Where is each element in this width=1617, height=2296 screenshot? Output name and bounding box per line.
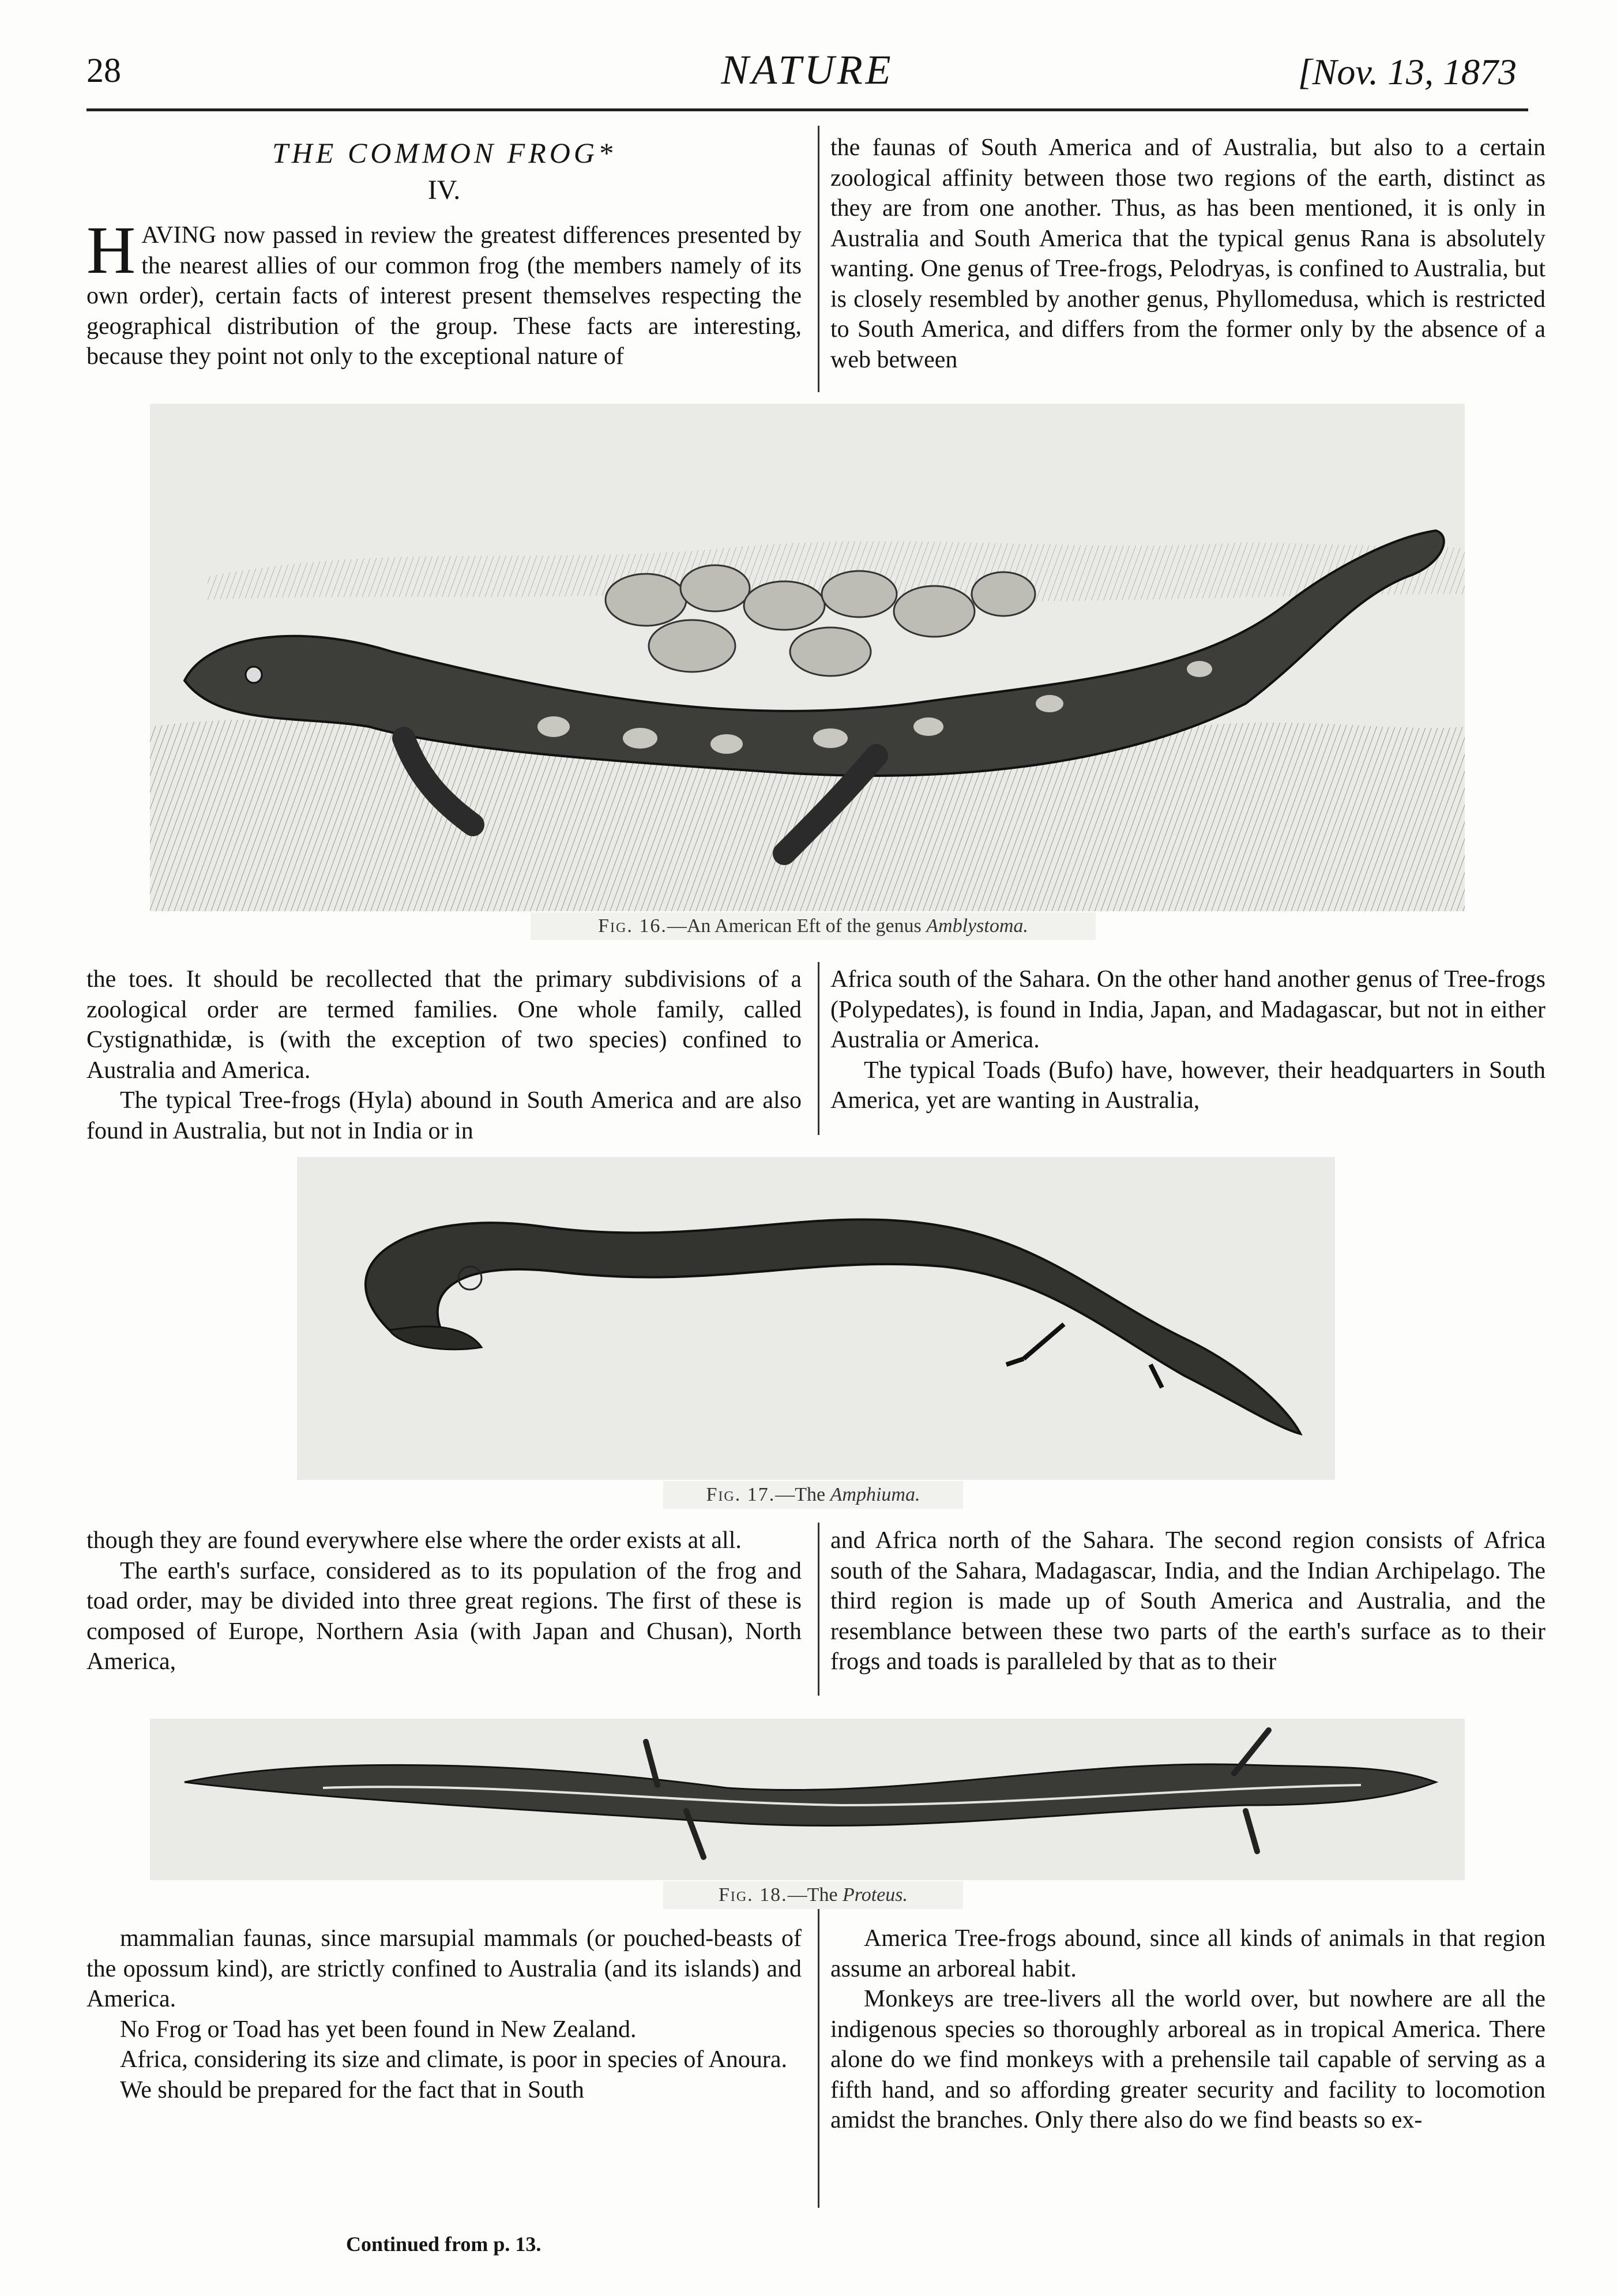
paragraph-group	[87, 1525, 802, 1677]
issue-date: [Nov. 13, 1873	[1298, 51, 1517, 92]
column-divider	[818, 1885, 819, 2208]
paragraph: and Africa north of the Sahara. The second region consists of Africa south of the Sahara, Madagascar, India, and the Indian Archipelago. The third region is made up of South America and Australia, and the resemblance between these two parts of the earth's surface as to their frogs and toads is paralleled by that as to their	[830, 1527, 1545, 1675]
paragraph-group	[87, 964, 802, 1146]
column-divider	[818, 1523, 819, 1696]
text-column-right	[830, 964, 1545, 1116]
figure-17-caption	[663, 1481, 963, 1509]
amphiuma-engraving	[297, 1157, 1335, 1480]
figure-18-proteus	[150, 1719, 1465, 1880]
caption-genus: Proteus.	[843, 1884, 908, 1906]
paragraph: The typical Toads (Bufo) have, however, their headquarters in South America, yet are wanting in Australia,	[830, 1057, 1545, 1114]
text-column-left	[87, 964, 802, 1146]
paragraph-group	[830, 1525, 1545, 1677]
text-column-right	[830, 133, 1545, 375]
paragraph-group	[830, 1923, 1545, 2136]
text-column-left	[87, 1923, 802, 2105]
column-divider	[818, 962, 819, 1135]
journal-title: NATURE	[721, 47, 894, 93]
paragraph: The typical Tree-frogs (Hyla) abound in South America and are also found in Australia, but not in India or in	[87, 1087, 802, 1144]
paragraph: America Tree-frogs abound, since all kinds of animals in that region assume an arboreal habit.	[830, 1925, 1545, 1982]
text-column-left	[87, 1525, 802, 1677]
caption-genus: Amblystoma.	[926, 915, 1028, 937]
paragraph: the faunas of South America and of Australia, but also to a certain zoological affinity between those two regions of the earth, distinct as they are from one another. Thus, as has been mentioned, it is only in Australia and South America that the typical genus Rana is absolutely wanting. One genus of Tree-frogs, Pelodryas, is confined to Australia, but is closely resembled by another genus, Phyllomedusa, which is restricted to South America, and differs from the former only by the absence of a web between	[830, 134, 1545, 373]
paragraph-group	[830, 133, 1545, 375]
paragraph: We should be prepared for the fact that in South	[120, 2076, 584, 2103]
figure-18-caption	[663, 1881, 963, 1909]
caption-text: —The	[787, 1884, 843, 1906]
figure-label: Fig. 16.	[598, 915, 667, 937]
paragraph: though they are found everywhere else where the order exists at all.	[87, 1527, 742, 1554]
paragraph-group	[830, 964, 1545, 1116]
figure-label: Fig. 18.	[718, 1884, 788, 1906]
column-divider	[818, 126, 819, 392]
caption-genus: Amphiuma.	[830, 1484, 920, 1505]
paragraph: mammalian faunas, since marsupial mammals (or pouched-beasts of the opossum kind), are strictly confined to Australia (and its islands) and America.	[87, 1925, 802, 2012]
text-column-right	[830, 1923, 1545, 2136]
paragraph: No Frog or Toad has yet been found in New Zealand.	[120, 2016, 637, 2043]
header-rule	[87, 108, 1528, 111]
paragraph: Africa south of the Sahara. On the other hand another genus of Tree-frogs (Polypedates), is found in India, Japan, and Madagascar, but not in either Australia or America.	[830, 966, 1545, 1053]
text-column-right	[830, 1525, 1545, 1677]
figure-17-amphiuma	[297, 1157, 1335, 1480]
page-number: 28	[87, 51, 121, 89]
paragraph: AVING now passed in review the greatest differences presented by the nearest allies of our common frog (the members namely of its own order), certain facts of interest present themselves respecting the geographical distribution of the group. These facts are interesting, because they point not only to the exceptional nature of	[87, 222, 802, 370]
figure-16-caption	[531, 912, 1096, 940]
eft-engraving	[150, 404, 1465, 911]
caption-text: —The	[775, 1484, 830, 1505]
article-title: THE COMMON FROG*	[272, 137, 616, 169]
proteus-engraving	[150, 1719, 1465, 1880]
paragraph-group	[87, 212, 802, 372]
article-part: IV.	[427, 175, 461, 205]
caption-text: —An American Eft of the genus	[667, 915, 927, 937]
paragraph: The earth's surface, considered as to its population of the frog and toad order, may be divided into three great regions. The first of these is composed of Europe, Northern Asia (with Japan and Chusan), North America,	[87, 1557, 802, 1675]
figure-label: Fig. 17.	[706, 1484, 776, 1505]
figure-16-amblystoma	[150, 404, 1465, 911]
paragraph: Monkeys are tree-livers all the world over, but nowhere are all the indigenous species so thoroughly arboreal as in tropical America. There alone do we find monkeys with a prehensile tail capable of serving as a fifth hand, and so affording greater security and facility to locomotion amidst the branches. Only there also do we find beasts so ex-	[830, 1986, 1545, 2133]
paragraph-group	[87, 1923, 802, 2105]
drop-cap: H	[87, 212, 136, 288]
running-head	[87, 40, 1528, 115]
footnote: Continued from p. 13.	[346, 2233, 541, 2256]
paragraph: the toes. It should be recollected that the primary subdivisions of a zoological order are termed families. One whole family, called Cystignathidæ, is (with the exception of two species) confined to Australia and America.	[87, 966, 802, 1084]
paragraph: Africa, considering its size and climate, is poor in species of Anoura.	[120, 2046, 788, 2073]
text-column-left	[87, 133, 802, 372]
